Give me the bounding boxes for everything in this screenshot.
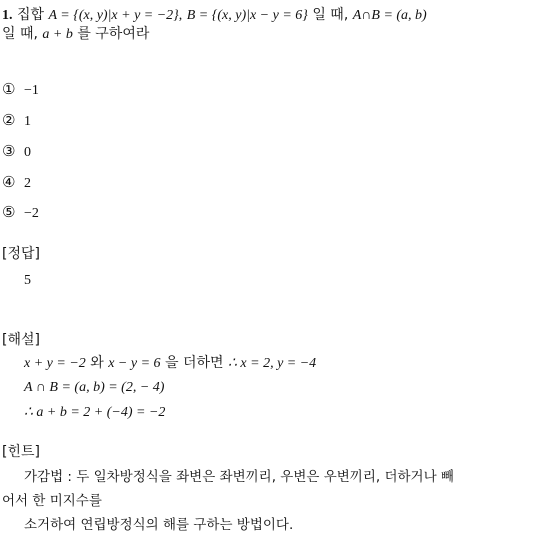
explanation-line-3: ∴ a + b = 2 + (−4) = −2	[24, 405, 166, 420]
option-mark: ③	[2, 142, 16, 160]
option-2[interactable]	[2, 111, 31, 131]
option-3[interactable]	[2, 142, 31, 162]
connector-wa: 와	[90, 355, 104, 371]
option-mark: ④	[2, 173, 16, 191]
solution-result: ∴ x = 2, y = −4	[228, 356, 317, 371]
option-value: 0	[24, 145, 31, 160]
hint-line-2: 어서 한 미지수를	[2, 493, 102, 509]
answer-value: 5	[24, 273, 31, 288]
option-value: 1	[24, 114, 31, 129]
option-mark: ⑤	[2, 203, 16, 221]
option-mark: ①	[2, 80, 16, 98]
set-a-expression: A = {(x, y)|x + y = −2}	[48, 8, 179, 23]
answer-label: [정답]	[2, 246, 40, 262]
question-text-when-2: 일 때,	[2, 26, 38, 42]
question-line-2	[2, 25, 149, 44]
option-value: −1	[24, 83, 39, 98]
option-mark: ②	[2, 111, 16, 129]
explanation-label: [해설]	[2, 332, 40, 348]
target-expression: a + b	[42, 27, 73, 42]
connector-add: 을 더하면	[165, 355, 224, 371]
question-text-when: 일 때,	[312, 7, 349, 23]
option-value: 2	[24, 176, 31, 191]
option-value: −2	[24, 206, 39, 221]
equation-1: x + y = −2	[24, 356, 86, 371]
intersection-expression: A∩B = (a, b)	[352, 8, 427, 23]
question-text-set: 집합	[16, 7, 45, 23]
hint-label: [힌트]	[2, 444, 40, 460]
question-instruction: 를 구하여라	[77, 26, 150, 42]
question-number: 1.	[2, 8, 13, 23]
comma: ,	[178, 8, 183, 23]
set-b-expression: B = {(x, y)|x − y = 6}	[186, 8, 308, 23]
explanation-line-1	[24, 354, 316, 373]
option-1[interactable]	[2, 80, 39, 100]
hint-line-1: 가감법 : 두 일차방정식을 좌변은 좌변끼리, 우변은 우변끼리, 더하거나 빼	[24, 469, 454, 485]
option-5[interactable]	[2, 203, 39, 223]
question-line-1	[2, 6, 427, 25]
equation-2: x − y = 6	[108, 356, 161, 371]
option-4[interactable]	[2, 173, 31, 193]
explanation-line-2: A ∩ B = (a, b) = (2, − 4)	[24, 380, 165, 395]
hint-line-3: 소거하여 연립방정식의 해를 구하는 방법이다.	[24, 517, 294, 533]
